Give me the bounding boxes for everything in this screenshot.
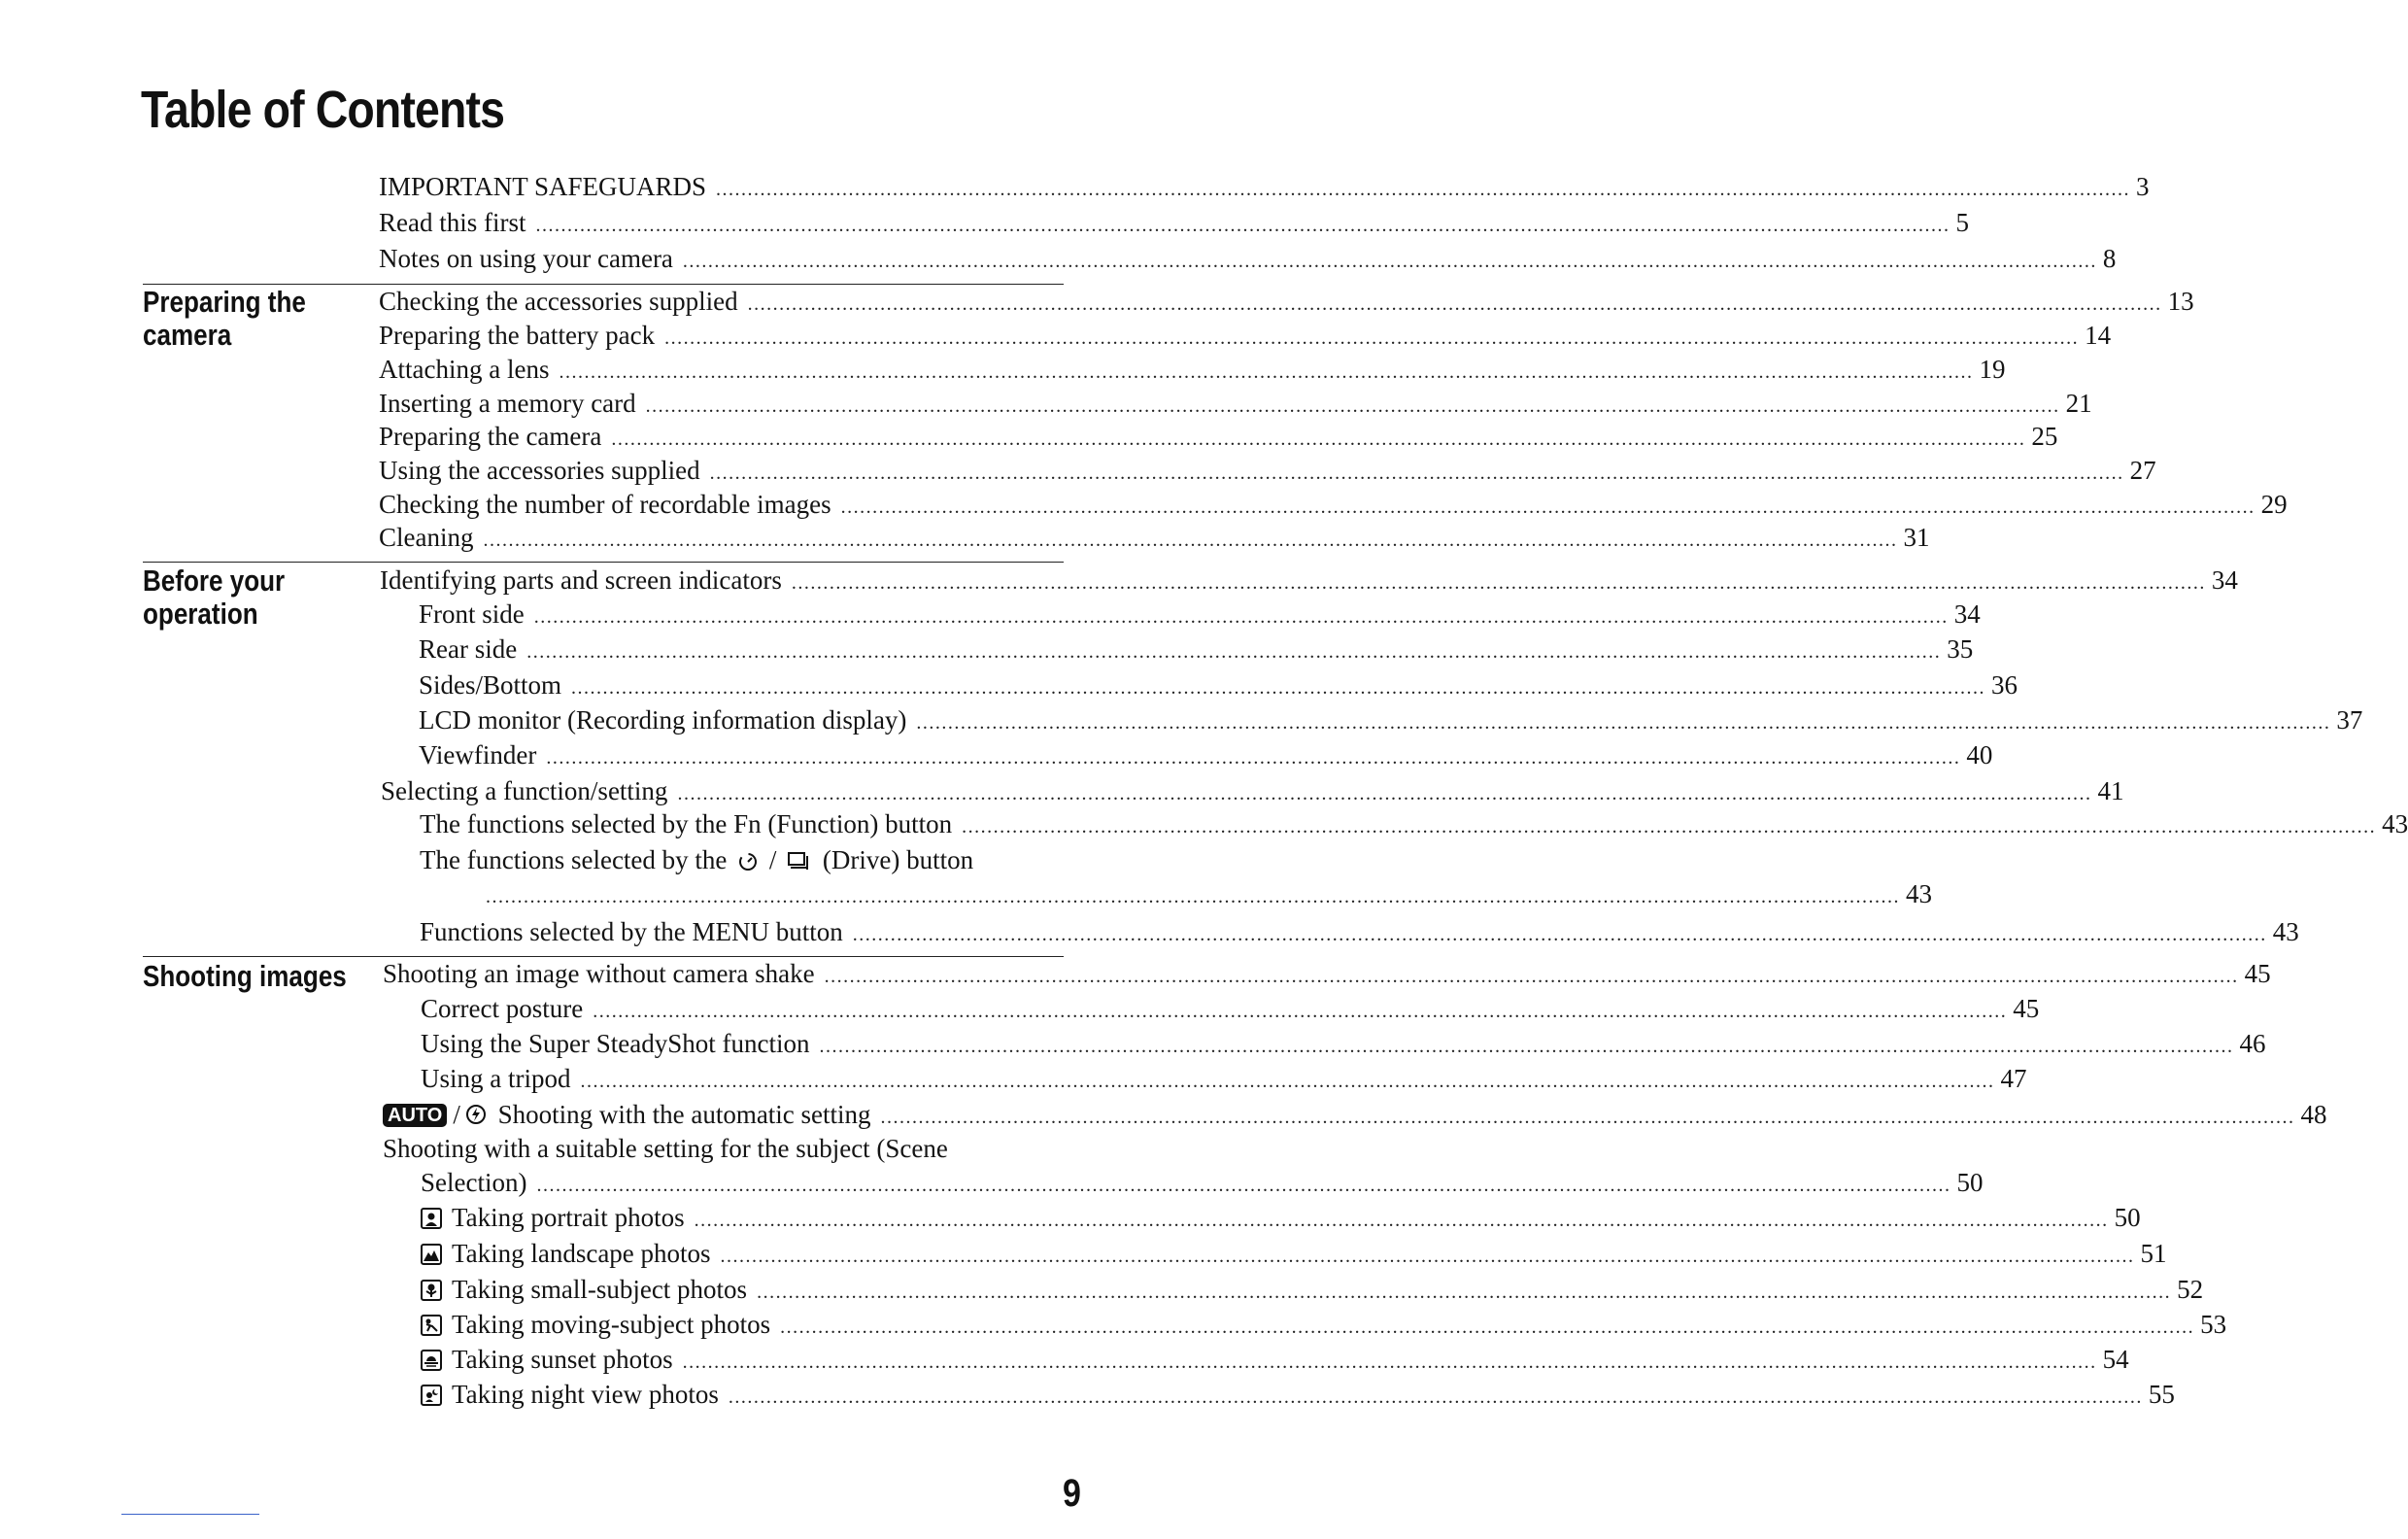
dot-leader: ................................................................................................................................................................................................................................ bbox=[791, 572, 2206, 594]
dot-leader: ................................................................................................................................................................................................................................ bbox=[780, 1317, 2195, 1338]
toc-entry-label: Viewfinder bbox=[419, 740, 537, 770]
toc-entry-page: 55 bbox=[2148, 1380, 2175, 1409]
sports-icon bbox=[421, 1315, 442, 1336]
slash-separator: / bbox=[768, 845, 777, 874]
page-number: 9 bbox=[1063, 1472, 1081, 1515]
toc-subentry[interactable] bbox=[419, 739, 1993, 770]
dot-leader: ................................................................................................................................................................................................................................ bbox=[536, 1175, 1951, 1196]
toc-entry-label: Using a tripod bbox=[421, 1064, 571, 1093]
sunset-icon bbox=[421, 1350, 442, 1371]
toc-entry[interactable] bbox=[379, 354, 2006, 385]
dot-leader: ................................................................................................................................................................................................................................ bbox=[664, 327, 2080, 349]
dot-leader: ................................................................................................................................................................................................................................ bbox=[962, 816, 2377, 838]
dot-leader: ................................................................................................................................................................................................................................ bbox=[682, 1351, 2097, 1373]
dot-leader: ................................................................................................................................................................................................................................ bbox=[852, 924, 2267, 945]
toc-entry-label: Identifying parts and screen indicators bbox=[380, 565, 782, 595]
toc-subentry[interactable] bbox=[421, 1238, 2167, 1269]
dot-leader: ................................................................................................................................................................................................................................ bbox=[677, 783, 2092, 804]
toc-subentry[interactable] bbox=[421, 1344, 2129, 1375]
toc-entry[interactable] bbox=[381, 775, 2124, 806]
section-heading-line: Before your bbox=[143, 564, 286, 598]
toc-entry-label bbox=[421, 1344, 673, 1375]
toc-entry-page: 19 bbox=[1979, 355, 2006, 384]
dot-leader: ................................................................................................................................................................................................................................ bbox=[819, 1036, 2234, 1057]
toc-entry-label: Using the Super SteadyShot function bbox=[421, 1029, 810, 1058]
toc-entry-page: 46 bbox=[2239, 1029, 2266, 1058]
toc-subentry[interactable] bbox=[419, 704, 2363, 735]
toc-entry-page: 34 bbox=[1953, 599, 1981, 629]
flash-off-icon bbox=[464, 1103, 488, 1126]
dot-leader: ................................................................................................................................................................................................................................ bbox=[483, 530, 1898, 551]
self-timer-icon bbox=[737, 850, 759, 872]
toc-entry-label bbox=[421, 1274, 747, 1305]
dot-leader: ................................................................................................................................................................................................................................ bbox=[533, 606, 1949, 628]
toc-entry-label bbox=[420, 844, 973, 875]
dot-leader: ................................................................................................................................................................................................................................ bbox=[880, 1107, 2295, 1128]
toc-entry-page: 35 bbox=[1947, 634, 1974, 664]
dot-leader: ................................................................................................................................................................................................................................ bbox=[535, 215, 1950, 236]
toc-entry-page: 27 bbox=[2129, 456, 2156, 485]
dot-leader: ................................................................................................................................................................................................................................ bbox=[757, 1282, 2172, 1303]
toc-entry-continuation[interactable] bbox=[486, 878, 1932, 909]
dot-leader: ................................................................................................................................................................................................................................ bbox=[720, 1246, 2135, 1267]
toc-entry-label: Attaching a lens bbox=[379, 355, 550, 384]
toc-entry[interactable] bbox=[380, 564, 2238, 596]
toc-entry-page: 13 bbox=[2167, 287, 2194, 316]
toc-entry-page: 40 bbox=[1966, 740, 1993, 770]
toc-subentry[interactable] bbox=[419, 669, 2018, 701]
toc-entry-label: Checking the number of recordable images bbox=[379, 490, 831, 519]
section-heading-line: Preparing the bbox=[143, 285, 306, 319]
slash-separator: / bbox=[453, 1100, 460, 1129]
toc-entry-page: 37 bbox=[2336, 705, 2363, 735]
toc-entry[interactable] bbox=[383, 1133, 1064, 1164]
toc-subentry[interactable] bbox=[420, 916, 2299, 947]
toc-entry[interactable] bbox=[379, 522, 1930, 553]
section-heading-line: operation bbox=[143, 597, 258, 631]
dot-leader: ................................................................................................................................................................................................................................ bbox=[580, 1071, 1995, 1092]
toc-entry-page: 52 bbox=[2177, 1275, 2204, 1304]
toc-entry-page: 34 bbox=[2211, 565, 2238, 595]
dot-leader: ................................................................................................................................................................................................................................ bbox=[716, 179, 2131, 200]
toc-entry-label: Read this first bbox=[379, 208, 526, 237]
toc-entry-label: Functions selected by the MENU button bbox=[420, 917, 843, 946]
toc-entry-label: Selecting a function/setting bbox=[381, 776, 668, 805]
dot-leader: ................................................................................................................................................................................................................................ bbox=[546, 747, 1961, 769]
dot-leader: ................................................................................................................................................................................................................................ bbox=[645, 395, 2060, 417]
toc-subentry[interactable] bbox=[421, 993, 2040, 1024]
dot-leader: ................................................................................................................................................................................................................................ bbox=[709, 462, 2124, 484]
toc-entry-label-text: Taking portrait photos bbox=[452, 1203, 685, 1232]
dot-leader: ................................................................................................................................................................................................................................ bbox=[747, 293, 2162, 315]
toc-entry-page: 21 bbox=[2065, 389, 2092, 418]
toc-entry-label bbox=[421, 1238, 711, 1269]
toc-subentry[interactable] bbox=[421, 1379, 2175, 1410]
toc-entry-label: Sides/Bottom bbox=[419, 670, 562, 700]
macro-icon bbox=[421, 1280, 442, 1301]
toc-entry-label: Shooting with a suitable setting for the subject (Scene bbox=[383, 1134, 948, 1163]
toc-subentry[interactable] bbox=[421, 1202, 2141, 1233]
toc-entry[interactable] bbox=[379, 207, 1969, 238]
toc-entry-label: Using the accessories supplied bbox=[379, 456, 700, 485]
toc-entry-label-text: Shooting with the automatic setting bbox=[497, 1100, 871, 1129]
toc-entry[interactable] bbox=[379, 489, 2288, 520]
toc-entry-page: 51 bbox=[2140, 1239, 2167, 1268]
toc-entry-label-text: Taking sunset photos bbox=[452, 1345, 673, 1374]
toc-entry-label bbox=[421, 1202, 685, 1233]
toc-entry-page: 43 bbox=[2382, 809, 2408, 838]
toc-entry-page: 41 bbox=[2097, 776, 2124, 805]
toc-subentry[interactable] bbox=[421, 1274, 2204, 1305]
toc-entry-page: 29 bbox=[2260, 490, 2288, 519]
toc-entry-label-text: Taking night view photos bbox=[452, 1380, 719, 1409]
toc-entry-page: 8 bbox=[2102, 244, 2117, 273]
dot-leader: ................................................................................................................................................................................................................................ bbox=[571, 677, 1986, 699]
dot-leader: ................................................................................................................................................................................................................................ bbox=[559, 361, 1974, 383]
toc-entry[interactable] bbox=[379, 421, 2058, 452]
page-title: Table of Contents bbox=[141, 81, 505, 139]
toc-subentry[interactable] bbox=[419, 633, 1974, 665]
landscape-icon bbox=[421, 1244, 442, 1265]
toc-entry[interactable] bbox=[379, 320, 2112, 351]
dot-leader: ................................................................................................................................................................................................................................ bbox=[611, 428, 2026, 450]
toc-entry-continuation[interactable] bbox=[421, 1167, 1984, 1198]
toc-entry-page: 3 bbox=[2136, 172, 2150, 201]
toc-entry-page: 47 bbox=[2000, 1064, 2027, 1093]
toc-entry-label-text: Taking small-subject photos bbox=[452, 1275, 748, 1304]
toc-entry-label: Preparing the battery pack bbox=[379, 321, 656, 350]
toc-entry-page: 31 bbox=[1903, 523, 1930, 552]
toc-subentry[interactable] bbox=[419, 598, 1981, 630]
auto-mode-badge: AUTO bbox=[383, 1104, 447, 1127]
dot-leader: ................................................................................................................................................................................................................................ bbox=[526, 641, 1942, 663]
toc-entry-label: Preparing the camera bbox=[379, 422, 602, 451]
toc-entry-label-text: Taking landscape photos bbox=[452, 1239, 711, 1268]
toc-entry-label: IMPORTANT SAFEGUARDS bbox=[379, 172, 707, 201]
toc-entry-label: LCD monitor (Recording information display) bbox=[419, 705, 907, 735]
toc-entry[interactable] bbox=[379, 455, 2156, 486]
toc-entry-page: 50 bbox=[2114, 1203, 2141, 1232]
toc-entry-page: 14 bbox=[2085, 321, 2112, 350]
toc-subentry[interactable] bbox=[421, 1309, 2227, 1340]
toc-entry-label bbox=[421, 1379, 719, 1410]
toc-entry[interactable] bbox=[383, 958, 2271, 989]
toc-entry-page: 36 bbox=[1991, 670, 2018, 700]
toc-entry-page: 53 bbox=[2200, 1310, 2227, 1339]
section-heading-line: camera bbox=[143, 318, 232, 352]
toc-subentry[interactable] bbox=[420, 808, 2408, 839]
dot-leader: ................................................................................................................................................................................................................................ bbox=[824, 966, 2239, 987]
dot-leader: ................................................................................................................................................................................................................................ bbox=[682, 251, 2097, 272]
dot-leader: ................................................................................................................................................................................................................................ bbox=[694, 1210, 2109, 1231]
toc-entry-label: The functions selected by the Fn (Function) button bbox=[420, 809, 953, 838]
toc-entry[interactable] bbox=[379, 243, 2117, 274]
toc-entry-page: 5 bbox=[1955, 208, 1969, 237]
dot-leader: ................................................................................................................................................................................................................................ bbox=[916, 712, 2331, 734]
dot-leader: ................................................................................................................................................................................................................................ bbox=[486, 886, 1900, 907]
toc-entry-label: Rear side bbox=[419, 634, 518, 664]
toc-entry-label-prefix: The functions selected by the bbox=[420, 845, 728, 874]
night-view-icon bbox=[421, 1385, 442, 1406]
toc-entry-label: Front side bbox=[419, 599, 525, 629]
toc-entry-page: 54 bbox=[2102, 1345, 2129, 1374]
footer-rule bbox=[121, 1514, 259, 1515]
toc-entry-label bbox=[421, 1309, 770, 1340]
toc-subentry[interactable] bbox=[421, 1063, 2027, 1094]
toc-entry-label: Checking the accessories supplied bbox=[379, 287, 738, 316]
toc-entry-page: 43 bbox=[2272, 917, 2299, 946]
toc-entry-label: Selection) bbox=[421, 1168, 527, 1197]
toc-entry-label bbox=[383, 1099, 871, 1130]
toc-subentry[interactable] bbox=[421, 1028, 2266, 1059]
toc-entry[interactable] bbox=[383, 1099, 2327, 1130]
toc-entry-page: 43 bbox=[1906, 879, 1932, 908]
toc-entry[interactable] bbox=[379, 171, 2150, 202]
toc-entry-page: 25 bbox=[2031, 422, 2058, 451]
dot-leader: ................................................................................................................................................................................................................................ bbox=[728, 1386, 2143, 1408]
portrait-icon bbox=[421, 1208, 442, 1229]
toc-subentry[interactable] bbox=[420, 844, 1064, 875]
toc-entry-page: 48 bbox=[2300, 1100, 2327, 1129]
toc-entry-label: Shooting an image without camera shake bbox=[383, 959, 815, 988]
toc-entry-page: 50 bbox=[1956, 1168, 1984, 1197]
toc-entry-page: 45 bbox=[2244, 959, 2271, 988]
toc-entry-label: Cleaning bbox=[379, 523, 474, 552]
toc-entry-label-suffix: (Drive) button bbox=[822, 845, 974, 874]
section-heading-shooting: Shooting images bbox=[143, 959, 347, 993]
toc-entry[interactable] bbox=[379, 388, 2092, 419]
toc-entry-label: Notes on using your camera bbox=[379, 244, 673, 273]
dot-leader: ................................................................................................................................................................................................................................ bbox=[593, 1001, 2008, 1022]
toc-entry[interactable] bbox=[379, 286, 2194, 317]
toc-entry-page: 45 bbox=[2013, 994, 2040, 1023]
toc-entry-label-text: Taking moving-subject photos bbox=[452, 1310, 771, 1339]
toc-entry-label: Inserting a memory card bbox=[379, 389, 636, 418]
dot-leader: ................................................................................................................................................................................................................................ bbox=[840, 496, 2255, 518]
toc-entry-label: Correct posture bbox=[421, 994, 584, 1023]
drive-mode-icon bbox=[787, 850, 812, 872]
